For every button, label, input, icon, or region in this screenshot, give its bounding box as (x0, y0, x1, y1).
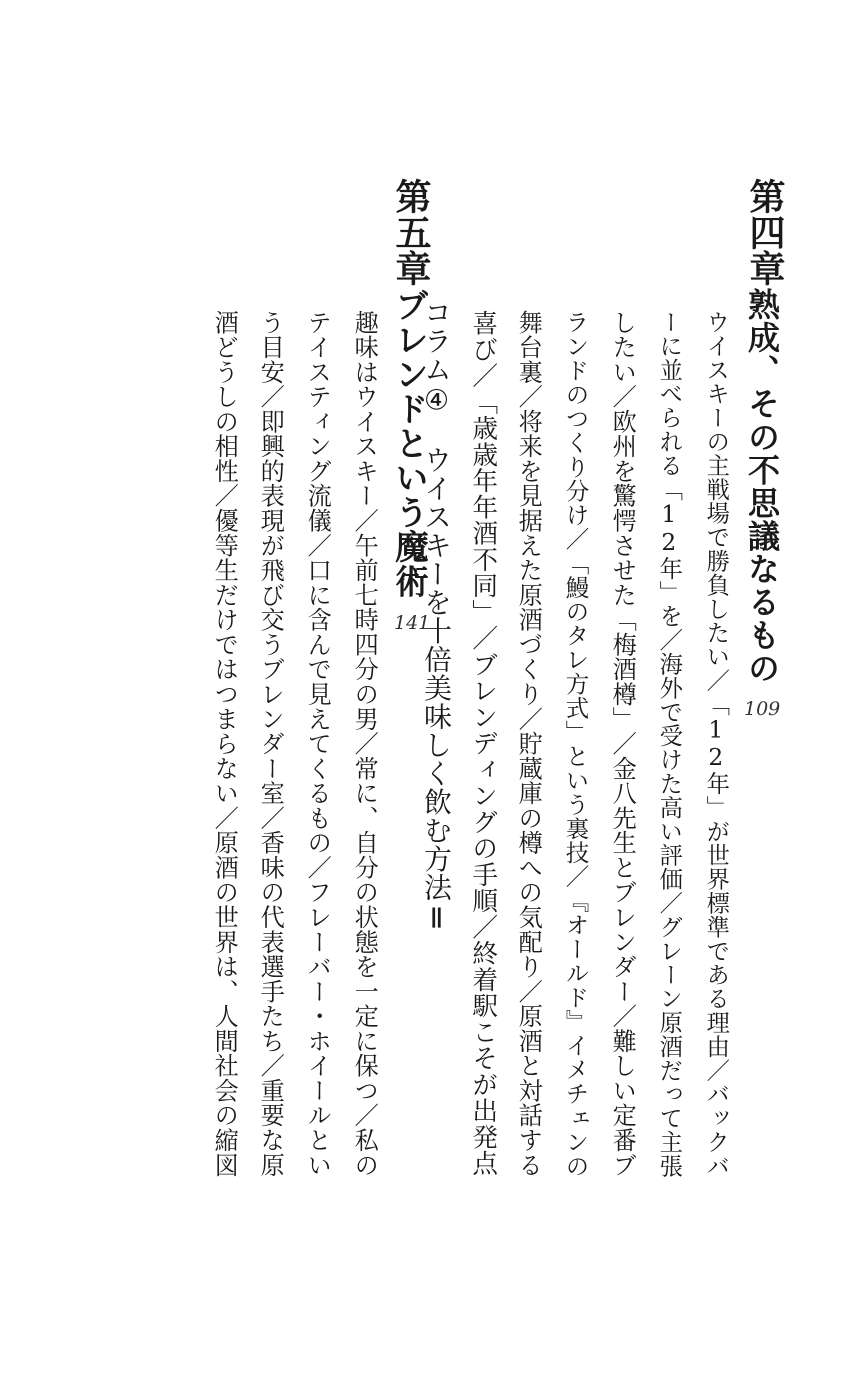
chapter5-body-line-2: テイスティング流儀／口に含んで見えてくるもの／フレーバー・ホイールとい (303, 310, 332, 1178)
chapter4-body-line-2: ーに並べられる「12年」を／海外で受けた高い評価／グレーン原酒だって主張 (655, 310, 683, 1178)
chapter4-body-line-3: したい／欧州を驚愕させた「梅酒樽」／金八先生とブレンダー／難しい定番ブ (608, 310, 637, 1178)
chapter5-label: 第五章 (390, 178, 431, 286)
chapter4-label: 第四章 (744, 178, 785, 286)
chapter4-body-line-6: 喜び／「歳歳年年酒不同」／ブレンディングの手順／終着駅こそが出発点 (467, 310, 498, 1177)
chapter5-body-line-1: 趣味はウイスキー／午前七時四分の男／常に、自分の状態を一定に保つ／私の (350, 310, 379, 1178)
chapter5-body-line-4: 酒どうしの相性／優等生だけではつまらない／原酒の世界は、人間社会の縮図 (210, 310, 239, 1178)
chapter5-page-number: 141 (394, 612, 431, 634)
chapter5-title: ブレンドという魔術 (389, 288, 429, 599)
chapter4-body-line-4: ランドのつくり分け／「鰻のタレ方式」という裏技／『オールド』イメチェンの (561, 310, 590, 1178)
chapter4-page-number: 109 (744, 698, 781, 720)
chapter5-body-line-3: う目安／即興的表現が飛び交うブレンダー室／香味の代表選手たち／重要な原 (256, 310, 285, 1178)
chapter4-column-title: コラム④ ウイスキーを十倍美味しく飲む方法Ⅱ (420, 298, 453, 935)
chapter4-body-line-5: 舞台裏／将来を見据えた原酒づくり／貯蔵庫の樽への気配り／原酒と対話する (514, 310, 543, 1178)
chapter4-body-line-1: ウイスキーの主戦場で勝負したい／「12年」が世界標準である理由／バックバ (702, 310, 730, 1178)
chapter4-title: 熟成、その不思議なるもの (743, 288, 782, 685)
